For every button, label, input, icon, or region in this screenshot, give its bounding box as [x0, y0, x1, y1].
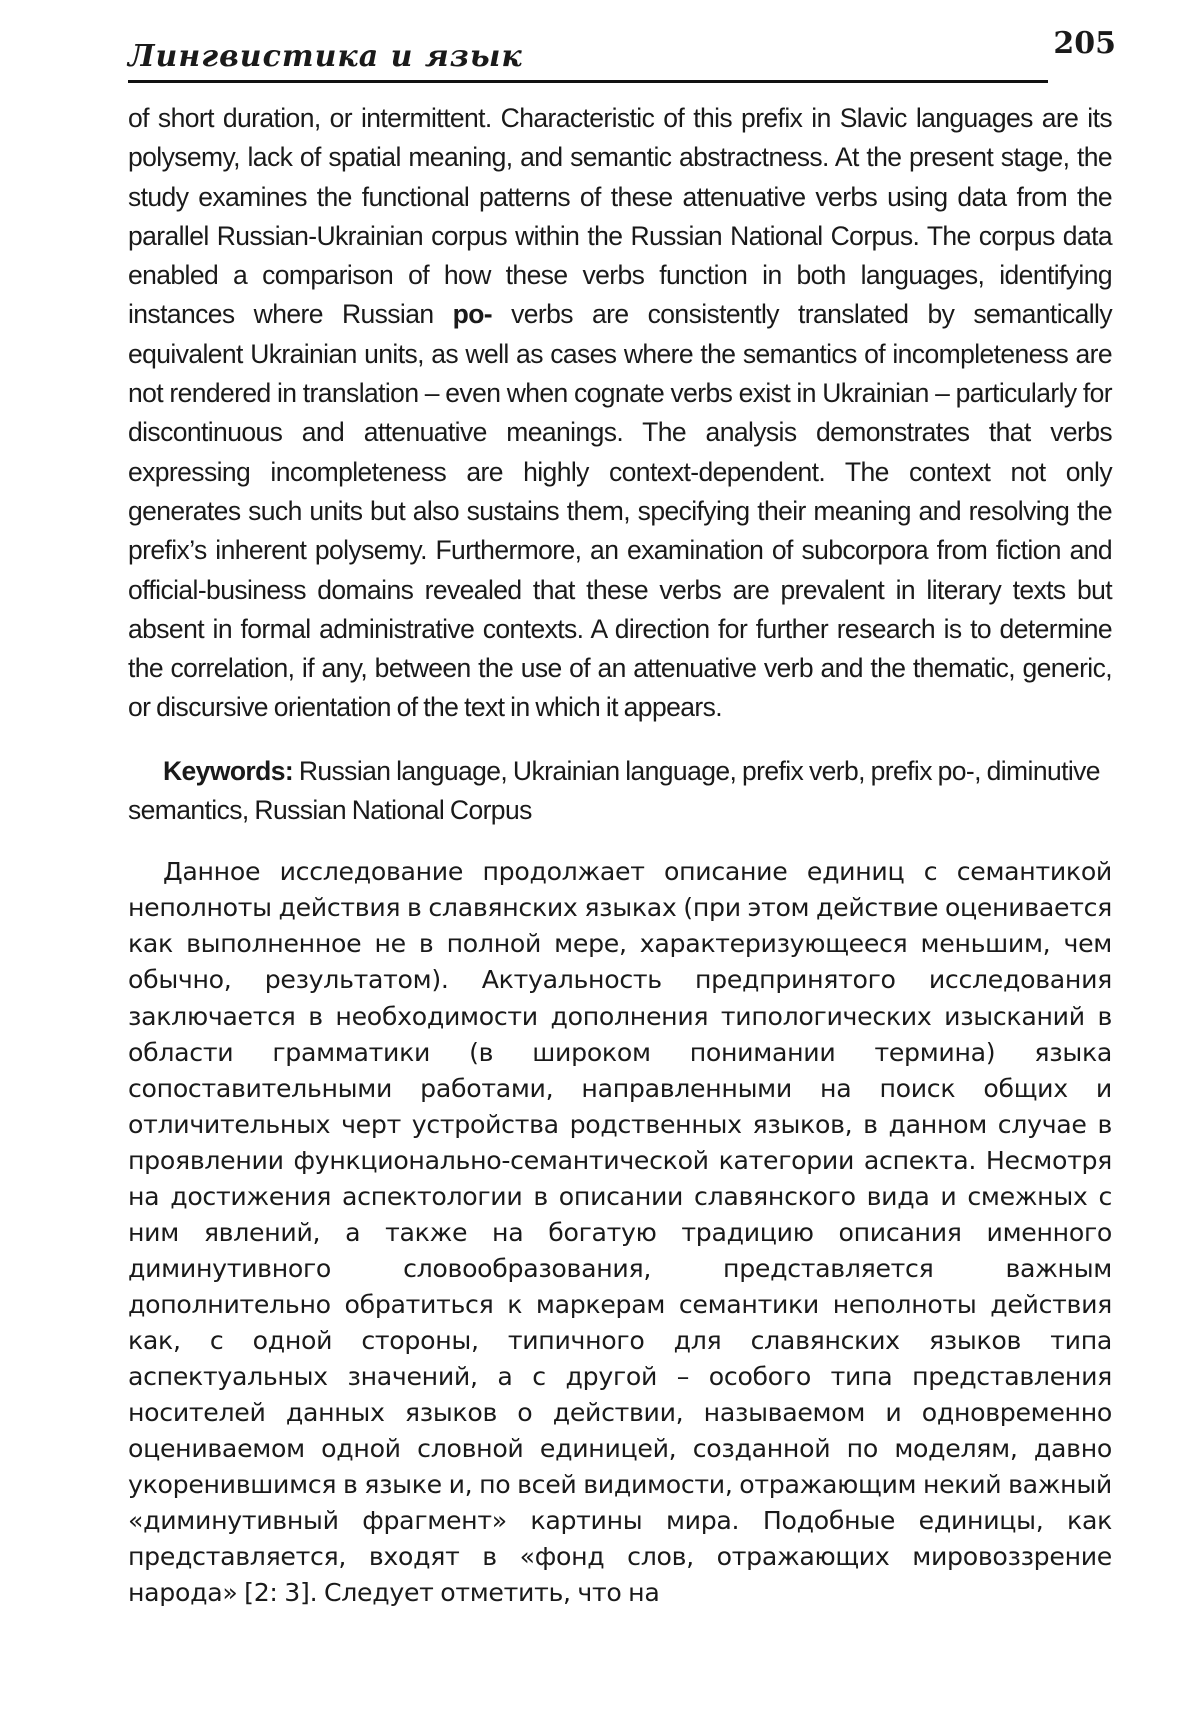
running-title: Лингвистика и язык — [128, 39, 523, 74]
running-header — [128, 26, 1116, 83]
body-text: Данное исследование продолжает описание единиц с семантикой неполноты действия в славянских языках (при этом действие оценивается как выполненное не в полной мере, характеризующееся меньшим, чем обычно, результатом). Актуальность предпринятого исследования заключается в необходимости дополнения типологических изысканий в области грамматики (в широком понимании термина) языка сопоставительными работами, направленными на поиск общих и отличительных черт устройства родственных языков, в данном случае в проявлении функционально-семантической категории аспекта. Несмотря на достижения аспектологии в описании славянского вида и смежных с ним явлений, а также на богатую традицию описания именного диминутивного словообразования, представляется важным дополнительно обратиться к маркерам семантики неполноты действия как, с одной стороны, типичного для славянских языков типа аспектуальных значений, а с другой – особого типа представления носителей данных языков о действии, называемом и одновременно оцениваемом одной словной единицей, созданной по моделям, давно укоренившимся в языке и, по всей видимости, отражающим некий важный «диминутивный фрагмент» картины мира. Подобные единицы, как представляется, входят в «фонд слов, отражающих мировоззрение народа» [2: 3]. Следует отметить, что на — [128, 857, 1112, 1608]
page-number: 205 — [1053, 26, 1116, 61]
bold-term-po: po- — [452, 299, 493, 330]
abstract-paragraph — [128, 99, 1112, 728]
abstract-text-part2: verbs are consistently translated by semantically equivalent Ukrainian units, as well as cases where the semantics of incompleteness are not rendered in translation – even when cognate verbs exist in Ukrainian – particularly for discontinuous and attenuative meanings. The analysis demonstrates that verbs expressing incompleteness are highly context-dependent. The context not only generates such units but also sustains them, specifying their meaning and resolving the prefix’s inherent polysemy. Furthermore, an examination of subcorpora from fiction and official-business domains revealed that these verbs are prevalent in literary texts but absent in formal administrative contexts. A direction for further research is to determine the correlation, if any, between the use of an attenuative verb and the thematic, generic, or discursive orientation of the text in which it appears. — [128, 299, 1112, 723]
abstract-text — [128, 99, 1112, 728]
keywords-label: Keywords: — [163, 755, 294, 786]
body-paragraph — [128, 854, 1112, 1611]
keywords-paragraph — [128, 752, 1112, 831]
abstract-text-part1: of short duration, or intermittent. Characteristic of this prefix in Slavic languages are its polysemy, lack of spatial meaning, and semantic abstractness. At the present stage, the study examines the functional patterns of these attenuative verbs using data from the parallel Russian-Ukrainian corpus within the Russian National Corpus. The corpus data enabled a comparison of how these verbs function in both languages, identifying instances where Russian — [128, 103, 1112, 330]
keywords-text: Russian language, Ukrainian language, prefix verb, prefix po-, diminutive semantics, Russian National Corpus — [128, 755, 1100, 826]
page — [128, 26, 1116, 1611]
